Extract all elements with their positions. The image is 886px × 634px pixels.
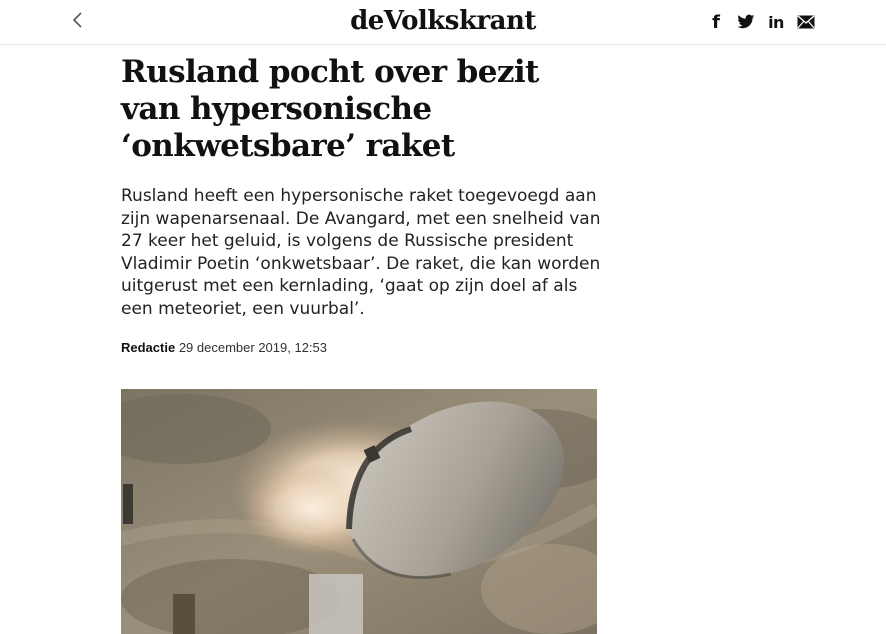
hypersonic-missile-image	[121, 389, 597, 634]
linkedin-icon[interactable]: in	[768, 12, 784, 32]
byline-author[interactable]: Redactie	[121, 340, 176, 355]
article-lead: Rusland heeft een hypersonische raket toegevoegd aan zijn wapenarsenaal. De Avangard, met een snelheid van 27 keer het geluid, is volgens de Russische president Vladimir Poetin ‘onkwetsbaar’. De raket, die kan worden uitgerust met een kernlading, ‘gaat op zijn doel af als een meteoriet, een vuurbal’.	[121, 186, 601, 319]
hero-image[interactable]	[121, 389, 597, 634]
byline-date: 29 december 2019, 12:53	[178, 340, 327, 355]
twitter-icon[interactable]	[736, 12, 756, 32]
article	[121, 54, 601, 355]
facebook-icon[interactable]: f	[712, 11, 720, 33]
mail-icon[interactable]	[796, 12, 816, 32]
byline	[121, 340, 601, 355]
site-logo[interactable]: deVolkskrant	[350, 6, 536, 36]
share-bar	[706, 12, 816, 32]
top-bar	[0, 0, 886, 45]
article-headline: Rusland pocht over bezit van hypersonische ‘onkwetsbare’ raket	[121, 54, 539, 164]
